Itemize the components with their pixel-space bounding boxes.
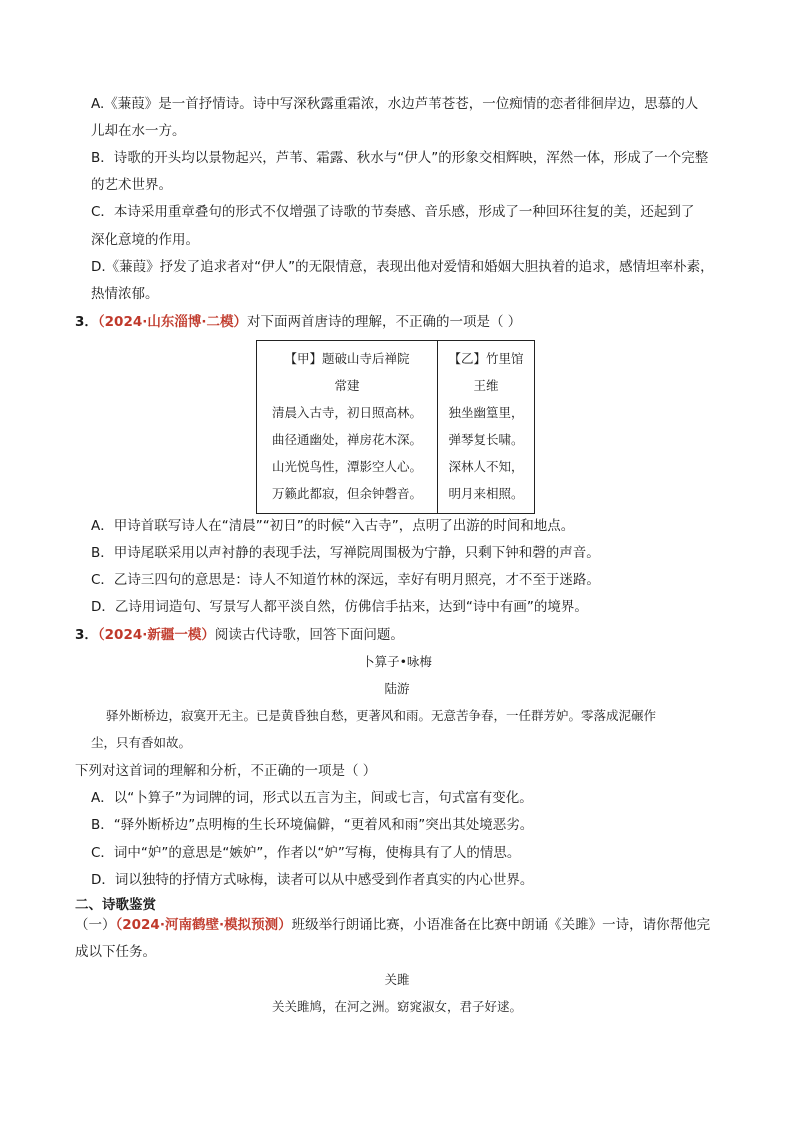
poem-b-line: 深林人不知，: [448, 459, 524, 474]
question-stem: 对下面两首唐诗的理解，不正确的一项是（ ）: [247, 314, 522, 330]
poem-b-title: 【乙】竹里馆: [448, 351, 524, 366]
q2-option-a-line2: 儿却在水一方。: [91, 123, 186, 139]
section-heading: 二、诗歌鉴赏: [75, 897, 156, 913]
poem-b-author: 王维: [473, 378, 499, 393]
q3a-option-b: B．甲诗尾联采用以声衬静的表现手法，写禅院周围极为宁静，只剩下钟和磬的声音。: [91, 545, 600, 561]
poem-a-line: 万籁此都寂，但余钟磬音。: [271, 486, 422, 501]
poem-comparison-table: [256, 340, 535, 514]
q3a-option-a: A．甲诗首联写诗人在“清晨”“初日”的时候“入古寺”，点明了出游的时间和地点。: [91, 518, 575, 534]
poem-title: 卜算子•咏梅: [362, 654, 432, 669]
q3a-stem-line: [75, 312, 521, 332]
question-source: （2024·新疆一模）: [97, 627, 215, 643]
poem-b-cell: [438, 341, 535, 514]
q3b-stem-line: [75, 625, 404, 645]
poem-text-line1: 驿外断桥边，寂寞开无主。已是黄昏独自愁，更著风和雨。无意苦争春，一任群芳妒。零落成泥碾作: [106, 708, 657, 723]
q3b-option-a: A．以“卜算子”为词牌的词，形式以五言为主，间或七言，句式富有变化。: [91, 790, 533, 806]
q2-option-b-line1: B．诗歌的开头均以景物起兴，芦苇、霜露、秋水与“伊人”的形象交相辉映，浑然一体，形成了一个完整: [91, 150, 709, 166]
poem-text-line2: 尘，只有香如故。: [91, 735, 192, 750]
q2-option-d-line2: 热情浓郁。: [91, 286, 159, 302]
section2-intro-line1: [75, 915, 710, 935]
poem-line: 关关雎鸠，在河之洲。窈窕淑女，君子好逑。: [271, 999, 522, 1014]
question-number: 3．: [75, 627, 98, 643]
question-source: （2024·河南鹤壁·模拟预测）: [115, 917, 292, 933]
poem-a-line: 曲径通幽处，禅房花木深。: [271, 432, 422, 447]
poem-title: 关雎: [384, 972, 410, 987]
question-source: （2024·山东淄博·二模）: [97, 314, 247, 330]
q3b-option-b: B．“驿外断桥边”点明梅的生长环境偏僻，“更着风和雨”突出其处境恶劣。: [91, 817, 534, 833]
poem-a-author: 常建: [334, 378, 360, 393]
poem-b-line: 明月来相照。: [448, 486, 524, 501]
poem-b-line: 弹琴复长啸。: [448, 432, 524, 447]
q2-option-a-line1: A.《蒹葭》是一首抒情诗。诗中写深秋露重霜浓，水边芦苇苍苍，一位痴情的恋者徘徊岸边，思慕的人: [91, 96, 699, 112]
q3a-option-c: C．乙诗三四句的意思是：诗人不知道竹林的深远，幸好有明月照亮，才不至于迷路。: [91, 572, 600, 588]
poem-author: 陆游: [384, 681, 410, 696]
question-number: 3．: [75, 314, 98, 330]
q2-option-c-line2: 深化意境的作用。: [91, 232, 199, 248]
q3b-question: 下列对这首词的理解和分析，不正确的一项是（ ）: [75, 763, 377, 779]
q3b-option-d: D．词以独特的抒情方式咏梅，读者可以从中感受到作者真实的内心世界。: [91, 872, 534, 888]
poem-a-line: 清晨入古寺，初日照高林。: [271, 405, 422, 420]
poem-a-cell: [257, 341, 438, 514]
poem-a-line: 山光悦鸟性，潭影空人心。: [271, 459, 422, 474]
section2-text: 班级举行朗诵比赛，小语准备在比赛中朗诵《关雎》一诗，请你帮他完: [291, 917, 711, 933]
poem-b-line: 独坐幽篁里，: [448, 405, 524, 420]
section2-intro-line2: 成以下任务。: [75, 944, 156, 960]
question-stem: 阅读古代诗歌，回答下面问题。: [214, 627, 404, 643]
subsection-number: （一）: [75, 917, 116, 933]
q2-option-d-line1: D.《蒹葭》抒发了追求者对“伊人”的无限情意，表现出他对爱情和婚姻大胆执着的追求，感情坦率朴素，: [91, 259, 714, 275]
q3b-option-c: C．词中“妒”的意思是“嫉妒”，作者以“妒”写梅，使梅具有了人的情思。: [91, 845, 521, 861]
q3a-option-d: D．乙诗用词造句、写景写人都平淡自然，仿佛信手拈来，达到“诗中有画”的境界。: [91, 599, 588, 615]
q2-option-b-line2: 的艺术世界。: [91, 177, 172, 193]
q2-option-c-line1: C．本诗采用重章叠句的形式不仅增强了诗歌的节奏感、音乐感，形成了一种回环往复的美，还起到了: [91, 204, 695, 220]
poem-a-title: 【甲】题破山寺后禅院: [284, 351, 410, 366]
